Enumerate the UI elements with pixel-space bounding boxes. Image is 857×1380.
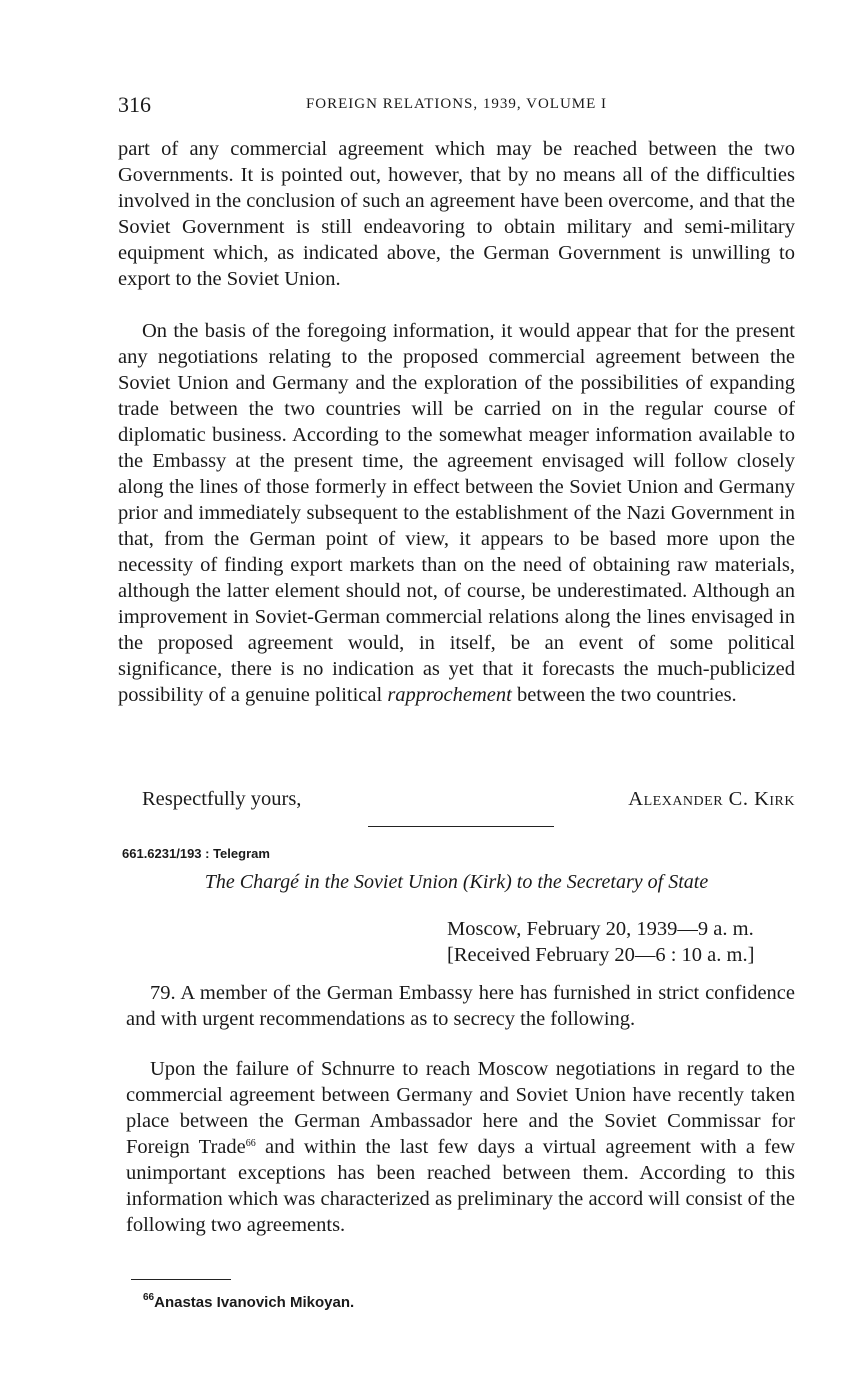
telegram-paragraph-2 <box>126 1056 795 1238</box>
paragraph-text: part of any commercial agreement which may be reached between the two Governments. It is pointed out, however, that by no means all of the difficulties involved in the conclusion of such an agreement have been overcome, and that the Soviet Government is still endeavoring to obtain military and semi-military equipment which, as indicated above, the German Government is unwilling to export to the Soviet Union. <box>118 138 795 290</box>
dateline: Moscow, February 20, 1939—9 a. m. <box>447 918 754 940</box>
paragraph-text <box>118 318 795 708</box>
page-number: 316 <box>118 92 151 117</box>
paragraph-analysis <box>118 318 795 708</box>
document-id: 661.6231/193 : Telegram <box>122 846 270 861</box>
paragraph-text-part: and within the last few days a virtual agreement with a few unimportant exceptions has been reached between them. According to this information which was characterized as preliminary the accord will consist of the following two agreements. <box>126 1136 795 1236</box>
salutation: Respectfully yours, <box>142 788 302 810</box>
footnote-marker: 66 <box>143 1292 155 1303</box>
signature: Alexander C. Kirk <box>628 788 795 810</box>
telegram-paragraph-1 <box>126 980 795 1032</box>
paragraph-text-part: between the two countries. <box>516 684 737 706</box>
paragraph-text <box>126 1056 795 1238</box>
footnote <box>143 1294 354 1311</box>
running-title: FOREIGN RELATIONS, 1939, VOLUME I <box>305 96 608 112</box>
paragraph-text: 79. A member of the German Embassy here has furnished in strict confidence and with urgent recommendations as to secrecy the following. <box>126 982 795 1030</box>
section-divider <box>368 826 554 827</box>
document-title: The Chargé in the Soviet Union (Kirk) to the Secretary of State <box>204 871 709 893</box>
footnote-text: Anastas Ivanovich Mikoyan. <box>154 1294 355 1311</box>
footnote-rule <box>131 1279 231 1280</box>
footnote-reference[interactable]: 66 <box>245 1138 256 1149</box>
paragraph-text-part: On the basis of the foregoing information, it would appear that for the present any negotiations relating to the proposed commercial agreement between the Soviet Union and Germany and the exploration of the possibilities of expanding trade between the two countries will be carried on in the regular course of diplomatic business. According to the somewhat meager information available to the Embassy at the present time, the agreement envisaged will follow closely along the lines of those formerly in effect between the Soviet Union and Germany prior and immediately subsequent to the establishment of the Nazi Government in that, from the German point of view, it appears to be based more upon the necessity of finding export markets than on the need of obtaining raw materials, although the latter element should not, of course, be underestimated. Although an improvement in Soviet-German commercial relations along the lines envisaged in the proposed agreement would, in itself, be an event of some political significance, there is no indication as yet that it forecasts the much-publicized possibility of a genuine political <box>118 320 795 706</box>
letter-closing <box>142 786 795 812</box>
italic-term: rapprochement <box>387 684 512 706</box>
paragraph-text-part: Upon the failure of Schnurre to reach Moscow negotiations in regard to the commercial agreement between Germany and Soviet Union have recently taken place between the German Ambassador here and the Soviet Commissar for Foreign Trade <box>126 1058 795 1158</box>
received-line: [Received February 20—6 : 10 a. m.] <box>447 944 755 966</box>
page-header <box>118 92 795 122</box>
paragraph-continuation <box>118 136 795 292</box>
